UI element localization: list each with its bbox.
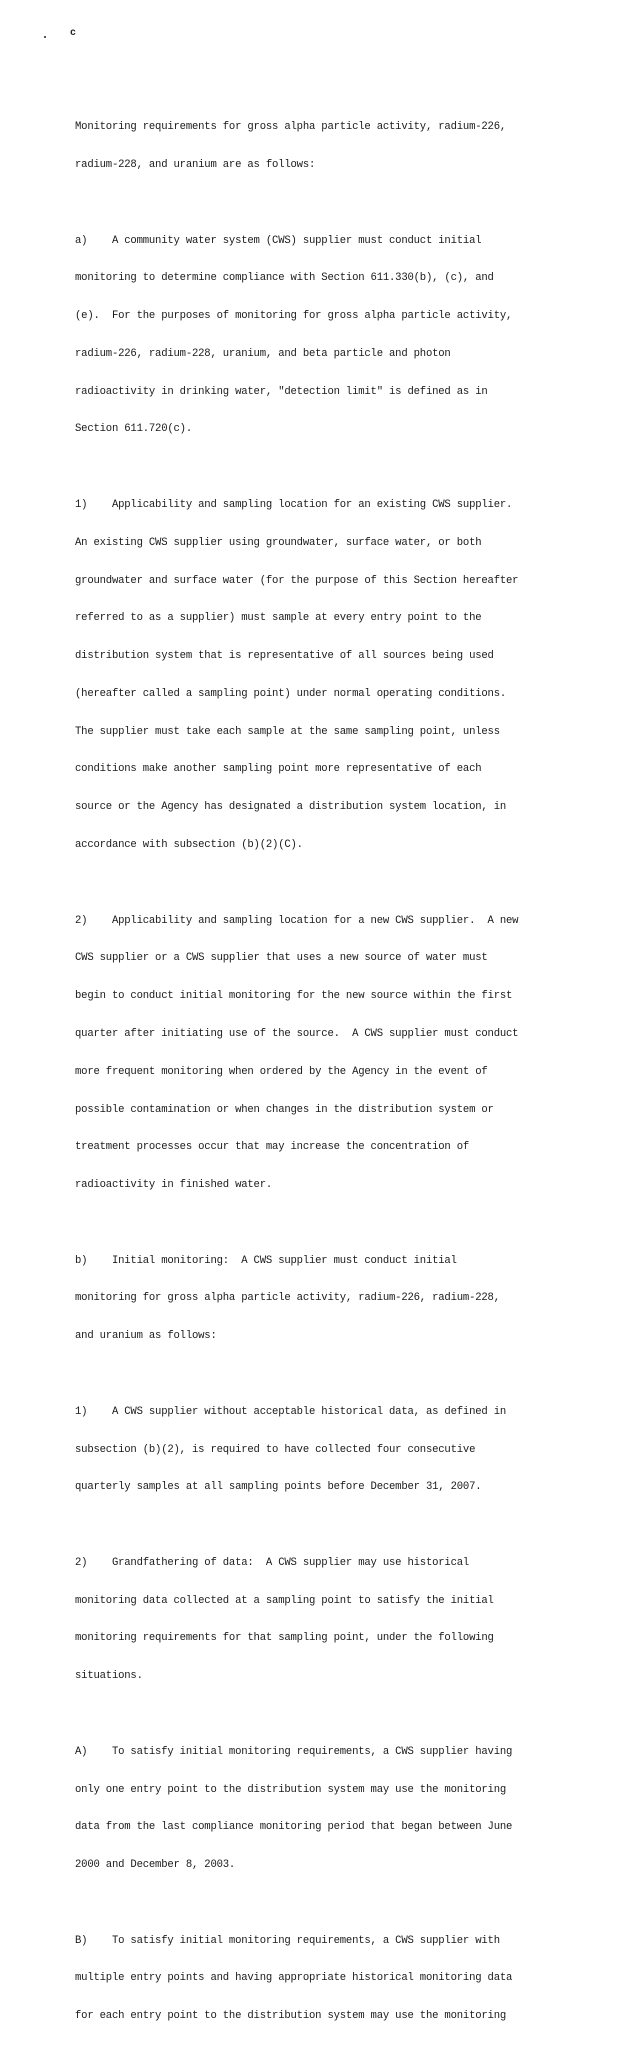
scan-speck <box>44 36 46 38</box>
text-line: treatment processes occur that may increase the concentration of <box>75 1141 555 1154</box>
text-line: 1) Applicability and sampling location for an existing CWS supplier. <box>75 499 555 512</box>
text-line: B) To satisfy initial monitoring requirements, a CWS supplier with <box>75 1935 555 1948</box>
text-line: monitoring requirements for that sampling point, under the following <box>75 1632 555 1645</box>
text-line: (e). For the purposes of monitoring for gross alpha particle activity, <box>75 310 555 323</box>
text-line: An existing CWS supplier using groundwater, surface water, or both <box>75 537 555 550</box>
text-line: data from the last compliance monitoring period that began between June <box>75 1821 555 1834</box>
text-line: situations. <box>75 1670 555 1683</box>
text-line: monitoring to determine compliance with Section 611.330(b), (c), and <box>75 272 555 285</box>
text-line: 2) Grandfathering of data: A CWS supplier may use historical <box>75 1557 555 1570</box>
text-line: radium-226, radium-228, uranium, and beta particle and photon <box>75 348 555 361</box>
text-line: Section 611.720(c). <box>75 423 555 436</box>
paragraph-a <box>75 209 555 461</box>
text-line: Monitoring requirements for gross alpha particle activity, radium-226, <box>75 121 555 134</box>
text-line: begin to conduct initial monitoring for the new source within the first <box>75 990 555 1003</box>
text-line: a) A community water system (CWS) supplier must conduct initial <box>75 235 555 248</box>
text-line: (hereafter called a sampling point) under normal operating conditions. <box>75 688 555 701</box>
text-line: quarter after initiating use of the source. A CWS supplier must conduct <box>75 1028 555 1041</box>
text-line: radioactivity in finished water. <box>75 1179 555 1192</box>
text-line: and uranium as follows: <box>75 1330 555 1343</box>
text-line: subsection (b)(2), is required to have collected four consecutive <box>75 1444 555 1457</box>
paragraph-b1 <box>75 1381 555 1520</box>
text-line: CWS supplier or a CWS supplier that uses a new source of water must <box>75 952 555 965</box>
paragraph-intro <box>75 96 555 197</box>
text-line: conditions make another sampling point more representative of each <box>75 763 555 776</box>
text-line: only one entry point to the distribution system may use the monitoring <box>75 1784 555 1797</box>
paragraph-b <box>75 1229 555 1368</box>
document-body <box>75 96 555 2048</box>
paragraph-b2 <box>75 1532 555 1708</box>
text-line: for each entry point to the distribution system may use the monitoring <box>75 2010 555 2023</box>
text-line: possible contamination or when changes in the distribution system or <box>75 1104 555 1117</box>
text-line: 2000 and December 8, 2003. <box>75 1859 555 1872</box>
text-line: A) To satisfy initial monitoring requirements, a CWS supplier having <box>75 1746 555 1759</box>
text-line: more frequent monitoring when ordered by the Agency in the event of <box>75 1066 555 1079</box>
text-line: source or the Agency has designated a distribution system location, in <box>75 801 555 814</box>
text-line: monitoring for gross alpha particle activity, radium-226, radium-228, <box>75 1292 555 1305</box>
text-line: radioactivity in drinking water, "detection limit" is defined as in <box>75 386 555 399</box>
text-line: 2) Applicability and sampling location for a new CWS supplier. A new <box>75 915 555 928</box>
document-page <box>0 0 618 800</box>
paragraph-b2B <box>75 1910 555 2048</box>
page-mark: c <box>70 28 76 39</box>
paragraph-a2 <box>75 889 555 1216</box>
text-line: groundwater and surface water (for the purpose of this Section hereafter <box>75 575 555 588</box>
text-line: 1) A CWS supplier without acceptable historical data, as defined in <box>75 1406 555 1419</box>
text-line: accordance with subsection (b)(2)(C). <box>75 839 555 852</box>
text-line: monitoring data collected at a sampling point to satisfy the initial <box>75 1595 555 1608</box>
text-line: multiple entry points and having appropriate historical monitoring data <box>75 1972 555 1985</box>
text-line: quarterly samples at all sampling points before December 31, 2007. <box>75 1481 555 1494</box>
text-line: distribution system that is representative of all sources being used <box>75 650 555 663</box>
paragraph-a1 <box>75 474 555 877</box>
paragraph-b2A <box>75 1721 555 1897</box>
text-line: The supplier must take each sample at the same sampling point, unless <box>75 726 555 739</box>
text-line: b) Initial monitoring: A CWS supplier must conduct initial <box>75 1255 555 1268</box>
text-line: radium-228, and uranium are as follows: <box>75 159 555 172</box>
text-line: referred to as a supplier) must sample at every entry point to the <box>75 612 555 625</box>
